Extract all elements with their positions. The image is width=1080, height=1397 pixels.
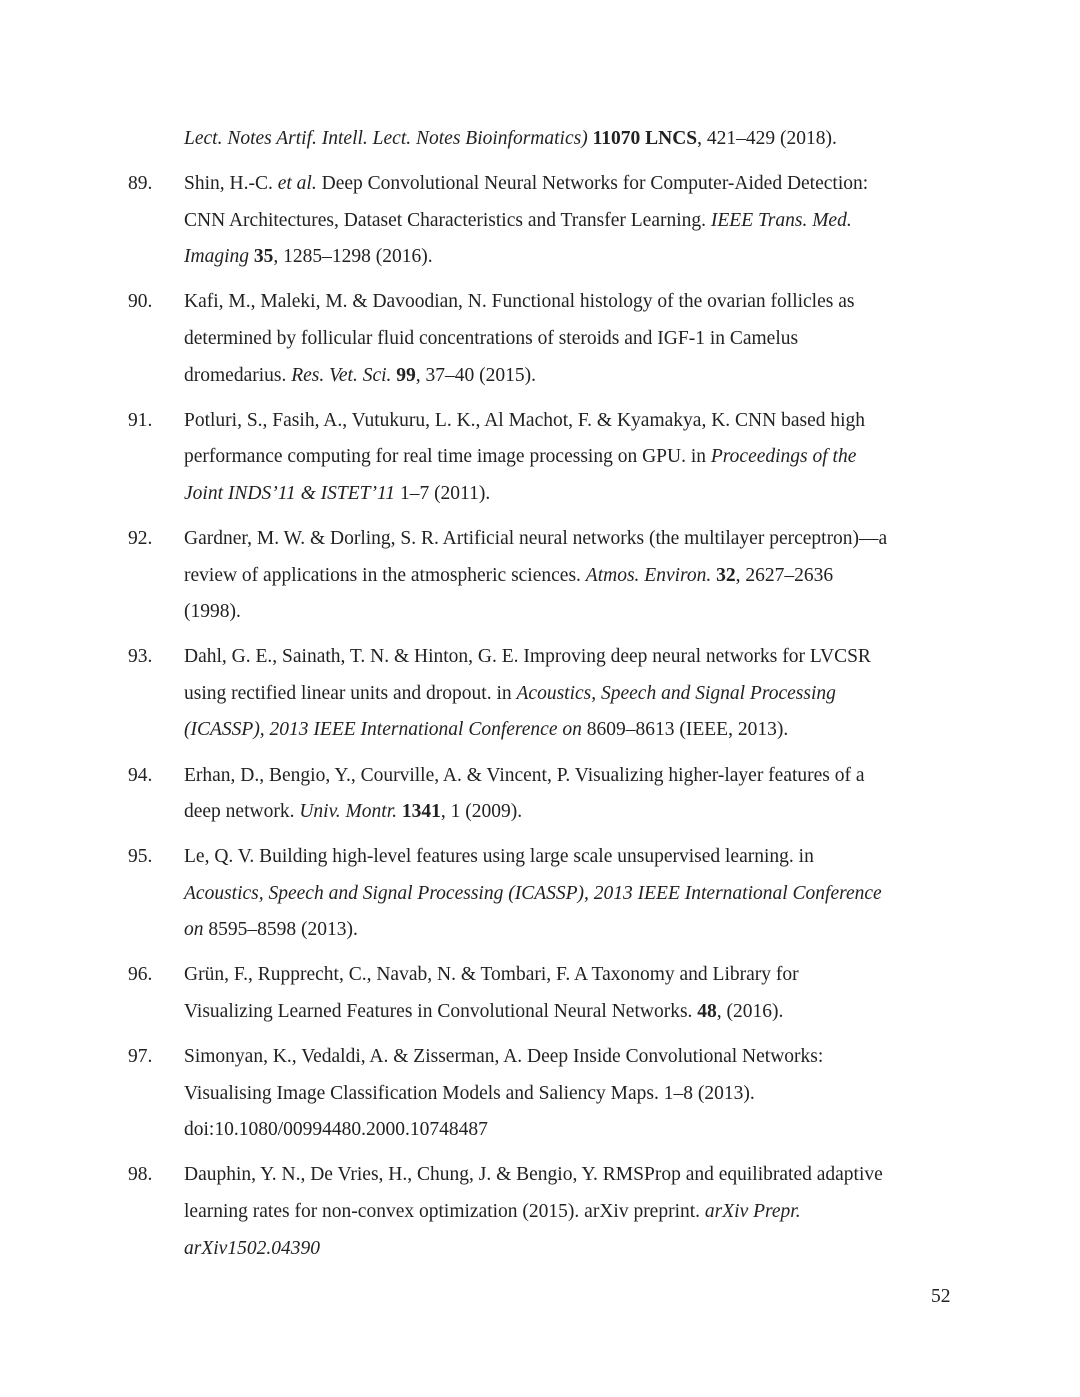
reference-text: , 421–429 (2018).: [697, 128, 837, 149]
reference-text: Dahl, G. E., Sainath, T. N. & Hinton, G. E. Improving deep neural networks for LVCSR: [184, 646, 871, 668]
reference-text: 8595–8598 (2013).: [203, 919, 358, 941]
reference-line: [184, 476, 1080, 513]
reference-line: [184, 1039, 1080, 1076]
reference-text: Atmos. Environ.: [585, 564, 712, 586]
reference-text: dromedarius.: [184, 364, 292, 386]
reference-text: 8609–8613 (IEEE, 2013).: [581, 719, 789, 741]
reference-item: [0, 403, 1080, 513]
reference-text: arXiv Prepr.: [704, 1201, 801, 1223]
reference-line: [184, 794, 1080, 831]
reference-text: Joint INDS’11 & ISTET’11: [184, 482, 396, 504]
reference-text: , (2016).: [716, 1001, 784, 1023]
reference-line: [184, 1076, 1080, 1113]
page-number: 52: [931, 1286, 951, 1307]
reference-line: [184, 1194, 1080, 1231]
reference-item: [0, 839, 1080, 949]
reference-number: 95.: [128, 846, 153, 868]
reference-text: using rectified linear units and dropout. in: [184, 682, 517, 704]
reference-line: [184, 284, 1080, 321]
reference-text: 32: [716, 564, 736, 586]
reference-text: 1–7 (2011).: [395, 482, 491, 504]
reference-line: [184, 239, 1080, 276]
reference-item: [0, 1039, 1080, 1149]
reference-line: [184, 839, 1080, 876]
reference-item: [0, 284, 1080, 394]
reference-text: Lect. Notes Artif. Intell. Lect. Notes Bioinformatics): [184, 128, 588, 149]
reference-line: [184, 203, 1080, 240]
reference-number: 91.: [128, 409, 153, 431]
reference-text: Potluri, S., Fasih, A., Vutukuru, L. K., Al Machot, F. & Kyamakya, K. CNN based high: [184, 409, 866, 431]
reference-line: [184, 594, 1080, 631]
reference-item: [0, 121, 1080, 158]
reference-text: , 37–40 (2015).: [415, 364, 537, 386]
reference-line: [184, 439, 1080, 476]
reference-text: Res. Vet. Sci.: [291, 364, 392, 386]
reference-number: 92.: [128, 527, 153, 549]
reference-text: CNN Architectures, Dataset Characteristics and Transfer Learning.: [184, 209, 711, 231]
reference-item: [0, 1157, 1080, 1267]
reference-line: [184, 994, 1080, 1031]
reference-text: IEEE Trans. Med.: [710, 209, 852, 231]
reference-item: [0, 758, 1080, 831]
reference-text: Acoustics, Speech and Signal Processing: [516, 682, 836, 704]
reference-number: 97.: [128, 1046, 153, 1068]
reference-text: Grün, F., Rupprecht, C., Navab, N. & Tombari, F. A Taxonomy and Library for: [184, 964, 799, 986]
reference-text: Proceedings of the: [710, 446, 857, 468]
reference-number: 96.: [128, 964, 153, 986]
reference-item: [0, 166, 1080, 276]
reference-text: Acoustics, Speech and Signal Processing (ICASSP), 2013 IEEE International Conference: [184, 882, 882, 904]
reference-text: 99: [396, 364, 416, 386]
reference-line: [184, 912, 1080, 949]
reference-text: deep network.: [184, 801, 300, 823]
reference-text: , 2627–2636: [735, 564, 834, 586]
reference-text: et al.: [277, 173, 317, 195]
reference-line: [184, 321, 1080, 358]
reference-text: determined by follicular fluid concentrations of steroids and IGF-1 in Camelus: [184, 327, 799, 349]
reference-text: Le, Q. V. Building high-level features using large scale unsupervised learning. in: [184, 846, 814, 868]
reference-text: Deep Convolutional Neural Networks for Computer-Aided Detection:: [316, 173, 869, 195]
reference-text: (ICASSP), 2013 IEEE International Conference on: [184, 719, 582, 741]
reference-text: learning rates for non-convex optimization (2015). arXiv preprint.: [184, 1201, 705, 1223]
reference-text: arXiv1502.04390: [184, 1237, 320, 1259]
reference-number: 90.: [128, 291, 153, 313]
reference-text: (1998).: [184, 601, 241, 623]
reference-text: Imaging: [184, 246, 249, 268]
reference-text: 48: [697, 1001, 717, 1023]
reference-line: [184, 957, 1080, 994]
reference-text: Erhan, D., Bengio, Y., Courville, A. & Vincent, P. Visualizing higher-layer features of a: [184, 764, 865, 786]
reference-text: 11070 LNCS: [592, 128, 698, 149]
reference-number: 98.: [128, 1164, 153, 1186]
reference-line: [184, 712, 1080, 749]
reference-list: [0, 121, 1080, 1276]
reference-text: Gardner, M. W. & Dorling, S. R. Artificial neural networks (the multilayer perceptron)—a: [184, 527, 888, 549]
reference-text: Simonyan, K., Vedaldi, A. & Zisserman, A. Deep Inside Convolutional Networks:: [184, 1046, 824, 1068]
reference-text: Visualising Image Classification Models and Saliency Maps. 1–8 (2013).: [184, 1082, 755, 1104]
reference-line: [184, 1231, 1080, 1268]
reference-number: 93.: [128, 646, 153, 668]
reference-item: [0, 521, 1080, 631]
reference-text: 35: [253, 246, 274, 268]
reference-item: [0, 957, 1080, 1030]
reference-line: [184, 1112, 1080, 1149]
reference-line: [184, 521, 1080, 558]
reference-number: 94.: [128, 764, 153, 786]
reference-text: , 1 (2009).: [440, 801, 523, 823]
reference-text: Shin, H.-C.: [184, 173, 278, 195]
reference-line: [184, 758, 1080, 795]
reference-text: Kafi, M., Maleki, M. & Davoodian, N. Functional histology of the ovarian follicles as: [184, 291, 855, 313]
reference-text: performance computing for real time image processing on GPU. in: [184, 446, 711, 468]
reference-text: Visualizing Learned Features in Convolutional Neural Networks.: [184, 1001, 698, 1023]
reference-line: [184, 166, 1080, 203]
reference-line: [184, 639, 1080, 676]
reference-line: [184, 1157, 1080, 1194]
reference-line: [184, 121, 1080, 158]
reference-line: [184, 358, 1080, 395]
reference-text: 1341: [401, 801, 441, 823]
reference-text: review of applications in the atmospheric sciences.: [184, 564, 586, 586]
reference-item: [0, 639, 1080, 749]
reference-text: Dauphin, Y. N., De Vries, H., Chung, J. & Bengio, Y. RMSProp and equilibrated adaptive: [184, 1164, 883, 1186]
reference-line: [184, 676, 1080, 713]
reference-text: doi:10.1080/00994480.2000.10748487: [184, 1119, 488, 1141]
reference-text: on: [184, 919, 204, 941]
reference-line: [184, 876, 1080, 913]
reference-line: [184, 403, 1080, 440]
reference-line: [184, 558, 1080, 595]
reference-text: Univ. Montr.: [299, 801, 398, 823]
reference-number: 89.: [128, 173, 153, 195]
reference-text: , 1285–1298 (2016).: [273, 246, 433, 268]
